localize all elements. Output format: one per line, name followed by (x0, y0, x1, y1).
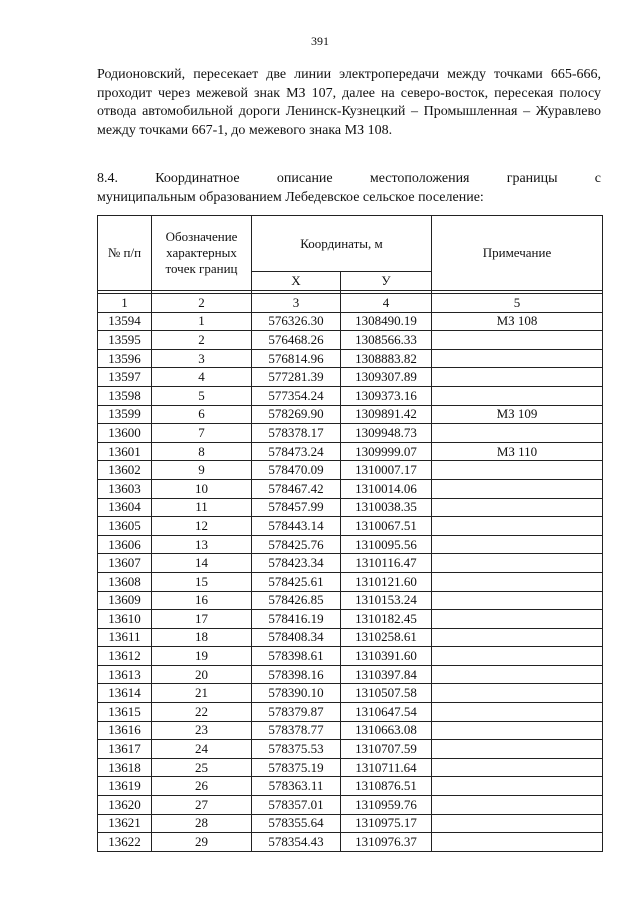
point-number-cell: 17 (152, 610, 252, 629)
point-number-cell: 16 (152, 591, 252, 610)
x-coordinate-cell: 578378.77 (252, 721, 341, 740)
section-heading (97, 170, 601, 207)
y-coordinate-cell: 1310397.84 (341, 665, 432, 684)
note-cell (432, 610, 603, 629)
point-number-cell: 11 (152, 498, 252, 517)
point-number-cell: 18 (152, 628, 252, 647)
x-coordinate-cell: 578379.87 (252, 703, 341, 722)
point-number-cell: 7 (152, 424, 252, 443)
page-number: 391 (311, 34, 329, 48)
y-coordinate-cell: 1308490.19 (341, 312, 432, 331)
point-number-cell: 22 (152, 703, 252, 722)
table-row (98, 498, 603, 517)
x-coordinate-cell: 578355.64 (252, 814, 341, 833)
row-number-cell: 13601 (98, 442, 152, 461)
section-word: описание (276, 171, 333, 186)
row-number-cell: 13614 (98, 684, 152, 703)
table-row (98, 572, 603, 591)
row-number-cell: 13602 (98, 461, 152, 480)
y-coordinate-cell: 1310707.59 (341, 740, 432, 759)
coordinates-table-body (98, 312, 603, 851)
row-number-cell: 13604 (98, 498, 152, 517)
header-row-number: № п/п (98, 216, 152, 291)
row-number-cell: 13599 (98, 405, 152, 424)
row-number-cell: 13617 (98, 740, 152, 759)
y-coordinate-cell: 1310711.64 (341, 758, 432, 777)
x-coordinate-cell: 576326.30 (252, 312, 341, 331)
section-word: местоположения (369, 171, 470, 186)
point-number-cell: 1 (152, 312, 252, 331)
x-coordinate-cell: 578425.76 (252, 535, 341, 554)
x-coordinate-cell: 578398.16 (252, 665, 341, 684)
row-number-cell: 13605 (98, 517, 152, 536)
table-row (98, 628, 603, 647)
row-number-cell: 13596 (98, 349, 152, 368)
table-row (98, 535, 603, 554)
y-coordinate-cell: 1309307.89 (341, 368, 432, 387)
table-row (98, 591, 603, 610)
row-number-cell: 13595 (98, 331, 152, 350)
section-word: Координатное (155, 171, 240, 186)
y-coordinate-cell: 1309948.73 (341, 424, 432, 443)
point-number-cell: 6 (152, 405, 252, 424)
note-cell (432, 777, 603, 796)
note-cell (432, 461, 603, 480)
header-point-designation (152, 216, 252, 291)
x-coordinate-cell: 577281.39 (252, 368, 341, 387)
y-coordinate-cell: 1310014.06 (341, 479, 432, 498)
point-number-cell: 20 (152, 665, 252, 684)
point-number-cell: 15 (152, 572, 252, 591)
table-row (98, 740, 603, 759)
y-coordinate-cell: 1310663.08 (341, 721, 432, 740)
table-row (98, 368, 603, 387)
table-row (98, 833, 603, 852)
note-cell (432, 349, 603, 368)
table-row (98, 758, 603, 777)
table-row (98, 814, 603, 833)
x-coordinate-cell: 578473.24 (252, 442, 341, 461)
x-coordinate-cell: 578269.90 (252, 405, 341, 424)
y-coordinate-cell: 1308566.33 (341, 331, 432, 350)
section-heading-line2: муниципальным образованием Лебедевское сельское поселение: (97, 189, 484, 205)
table-row (98, 684, 603, 703)
note-cell (432, 814, 603, 833)
row-number-cell: 13610 (98, 610, 152, 629)
x-coordinate-cell: 578363.11 (252, 777, 341, 796)
row-number-cell: 13607 (98, 554, 152, 573)
x-coordinate-cell: 578390.10 (252, 684, 341, 703)
paragraph-boundary-description: Родионовский, пересекает две линии электропередачи между точками 665-666, проходит через межевой знак МЗ 107, далее на северо-восток, пересекая полосу отвода автомобильной дороги Ленинск-Кузнецкий – Промышленная – Журавлево между точками 667-1, до межевого знака МЗ 108. (97, 67, 601, 139)
row-number-cell: 13616 (98, 721, 152, 740)
y-coordinate-cell: 1310007.17 (341, 461, 432, 480)
note-cell (432, 628, 603, 647)
x-coordinate-cell: 578398.61 (252, 647, 341, 666)
row-number-cell: 13609 (98, 591, 152, 610)
point-number-cell: 3 (152, 349, 252, 368)
x-coordinate-cell: 578457.99 (252, 498, 341, 517)
y-coordinate-cell: 1309891.42 (341, 405, 432, 424)
point-number-cell: 26 (152, 777, 252, 796)
y-coordinate-cell: 1308883.82 (341, 349, 432, 368)
header-x: Х (252, 272, 341, 291)
row-number-cell: 13600 (98, 424, 152, 443)
row-number-cell: 13594 (98, 312, 152, 331)
header-y: У (341, 272, 432, 291)
row-number-cell: 13608 (98, 572, 152, 591)
x-coordinate-cell: 578416.19 (252, 610, 341, 629)
x-coordinate-cell: 578357.01 (252, 796, 341, 815)
table-row (98, 312, 603, 331)
note-cell (432, 331, 603, 350)
section-number: 8.4. (97, 171, 118, 186)
note-cell (432, 368, 603, 387)
column-number: 1 (98, 294, 152, 313)
column-numbering-row (98, 294, 603, 313)
x-coordinate-cell: 576814.96 (252, 349, 341, 368)
y-coordinate-cell: 1310258.61 (341, 628, 432, 647)
header-point-line: точек границ (165, 261, 238, 276)
y-coordinate-cell: 1310959.76 (341, 796, 432, 815)
note-cell (432, 517, 603, 536)
point-number-cell: 28 (152, 814, 252, 833)
x-coordinate-cell: 578375.53 (252, 740, 341, 759)
note-cell (432, 554, 603, 573)
x-coordinate-cell: 578425.61 (252, 572, 341, 591)
coordinates-table (97, 215, 603, 852)
point-number-cell: 4 (152, 368, 252, 387)
note-cell (432, 684, 603, 703)
table-row (98, 665, 603, 684)
note-cell: МЗ 108 (432, 312, 603, 331)
point-number-cell: 29 (152, 833, 252, 852)
row-number-cell: 13606 (98, 535, 152, 554)
row-number-cell: 13620 (98, 796, 152, 815)
table-row (98, 647, 603, 666)
x-coordinate-cell: 578423.34 (252, 554, 341, 573)
point-number-cell: 9 (152, 461, 252, 480)
point-number-cell: 25 (152, 758, 252, 777)
note-cell (432, 535, 603, 554)
note-cell (432, 758, 603, 777)
y-coordinate-cell: 1310507.58 (341, 684, 432, 703)
row-number-cell: 13622 (98, 833, 152, 852)
note-cell (432, 479, 603, 498)
point-number-cell: 5 (152, 386, 252, 405)
note-cell: МЗ 109 (432, 405, 603, 424)
section-heading-line1 (97, 170, 601, 189)
table-row (98, 703, 603, 722)
table-row (98, 479, 603, 498)
row-number-cell: 13597 (98, 368, 152, 387)
row-number-cell: 13612 (98, 647, 152, 666)
y-coordinate-cell: 1310647.54 (341, 703, 432, 722)
point-number-cell: 10 (152, 479, 252, 498)
y-coordinate-cell: 1310067.51 (341, 517, 432, 536)
x-coordinate-cell: 578408.34 (252, 628, 341, 647)
point-number-cell: 24 (152, 740, 252, 759)
note-cell (432, 833, 603, 852)
point-number-cell: 19 (152, 647, 252, 666)
section-word: границы (506, 171, 558, 186)
note-cell (432, 647, 603, 666)
x-coordinate-cell: 578443.14 (252, 517, 341, 536)
y-coordinate-cell: 1310876.51 (341, 777, 432, 796)
table-row (98, 405, 603, 424)
y-coordinate-cell: 1310391.60 (341, 647, 432, 666)
table-row (98, 777, 603, 796)
row-number-cell: 13615 (98, 703, 152, 722)
table-row (98, 331, 603, 350)
x-coordinate-cell: 578378.17 (252, 424, 341, 443)
point-number-cell: 2 (152, 331, 252, 350)
table-row (98, 349, 603, 368)
point-number-cell: 13 (152, 535, 252, 554)
column-number: 3 (252, 294, 341, 313)
note-cell (432, 386, 603, 405)
y-coordinate-cell: 1310153.24 (341, 591, 432, 610)
header-point-line: характерных (166, 245, 237, 260)
row-number-cell: 13603 (98, 479, 152, 498)
table-row (98, 610, 603, 629)
column-number: 2 (152, 294, 252, 313)
x-coordinate-cell: 576468.26 (252, 331, 341, 350)
table-row (98, 721, 603, 740)
x-coordinate-cell: 577354.24 (252, 386, 341, 405)
y-coordinate-cell: 1310976.37 (341, 833, 432, 852)
note-cell (432, 703, 603, 722)
table-row (98, 386, 603, 405)
point-number-cell: 14 (152, 554, 252, 573)
note-cell (432, 721, 603, 740)
note-cell (432, 424, 603, 443)
y-coordinate-cell: 1310095.56 (341, 535, 432, 554)
note-cell (432, 572, 603, 591)
row-number-cell: 13618 (98, 758, 152, 777)
table-row (98, 554, 603, 573)
y-coordinate-cell: 1309999.07 (341, 442, 432, 461)
note-cell (432, 498, 603, 517)
note-cell (432, 796, 603, 815)
x-coordinate-cell: 578467.42 (252, 479, 341, 498)
note-cell (432, 665, 603, 684)
header-coordinates: Координаты, м (252, 216, 432, 272)
point-number-cell: 21 (152, 684, 252, 703)
y-coordinate-cell: 1310038.35 (341, 498, 432, 517)
row-number-cell: 13621 (98, 814, 152, 833)
column-number: 5 (432, 294, 603, 313)
column-number: 4 (341, 294, 432, 313)
x-coordinate-cell: 578470.09 (252, 461, 341, 480)
point-number-cell: 8 (152, 442, 252, 461)
note-cell: МЗ 110 (432, 442, 603, 461)
x-coordinate-cell: 578426.85 (252, 591, 341, 610)
row-number-cell: 13613 (98, 665, 152, 684)
x-coordinate-cell: 578375.19 (252, 758, 341, 777)
table-row (98, 461, 603, 480)
table-row (98, 442, 603, 461)
point-number-cell: 12 (152, 517, 252, 536)
header-note: Примечание (432, 216, 603, 291)
x-coordinate-cell: 578354.43 (252, 833, 341, 852)
note-cell (432, 591, 603, 610)
y-coordinate-cell: 1310116.47 (341, 554, 432, 573)
row-number-cell: 13598 (98, 386, 152, 405)
y-coordinate-cell: 1310121.60 (341, 572, 432, 591)
y-coordinate-cell: 1310182.45 (341, 610, 432, 629)
table-row (98, 796, 603, 815)
point-number-cell: 23 (152, 721, 252, 740)
y-coordinate-cell: 1310975.17 (341, 814, 432, 833)
section-word: с (594, 171, 601, 186)
y-coordinate-cell: 1309373.16 (341, 386, 432, 405)
note-cell (432, 740, 603, 759)
header-point-line: Обозначение (165, 229, 238, 244)
table-row (98, 424, 603, 443)
row-number-cell: 13619 (98, 777, 152, 796)
row-number-cell: 13611 (98, 628, 152, 647)
point-number-cell: 27 (152, 796, 252, 815)
table-row (98, 517, 603, 536)
